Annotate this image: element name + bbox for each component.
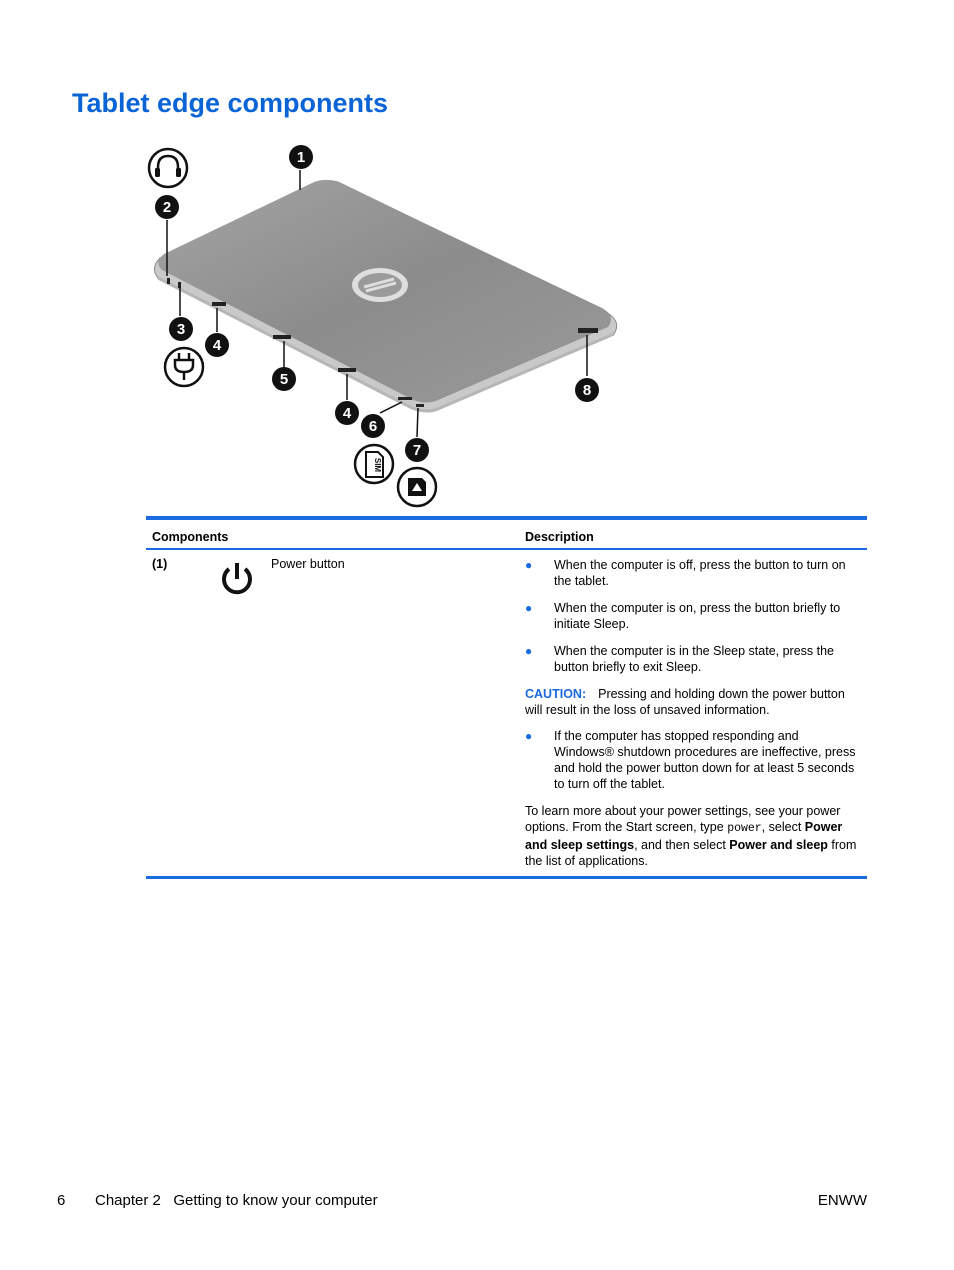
svg-text:6: 6 (368, 418, 378, 435)
row-number: (1) (152, 557, 168, 571)
svg-text:3: 3 (176, 321, 186, 338)
callout-1 (289, 145, 313, 169)
memory-card-icon (398, 468, 436, 506)
callout-8 (575, 378, 599, 402)
list-item: ● When the computer is off, press the button to turn on the tablet. (525, 558, 846, 588)
callout-2 (155, 195, 179, 219)
svg-text:5: 5 (279, 371, 289, 388)
callout-4b (335, 401, 359, 425)
description-cell (525, 557, 861, 869)
caution-note: CAUTION: Pressing and holding down the power button will result in the loss of unsaved information. (525, 687, 845, 717)
power-plug-icon (165, 348, 203, 386)
hp-logo (352, 268, 408, 302)
table-header (146, 516, 867, 550)
command-text: power (727, 822, 762, 835)
callout-7 (405, 438, 429, 462)
svg-text:4: 4 (212, 337, 222, 354)
chapter-title: Chapter 2 Getting to know your computer (95, 1192, 378, 1209)
svg-text:SIM: SIM (373, 457, 382, 473)
headphone-icon (149, 149, 187, 187)
header-components: Components (152, 530, 229, 544)
sim-card-icon (355, 445, 393, 483)
table-row (146, 550, 867, 879)
list-item: ● When the computer is in the Sleep state, press the button briefly to exit Sleep. (525, 644, 835, 674)
svg-text:2: 2 (162, 199, 172, 216)
footer-right: ENWW (817, 1192, 867, 1209)
page-number: 6 (57, 1192, 66, 1209)
callout-3 (169, 317, 193, 341)
page-title: Tablet edge components (72, 88, 389, 118)
header-description: Description (525, 530, 594, 544)
svg-text:4: 4 (342, 405, 352, 422)
caution-label: CAUTION: (525, 687, 587, 701)
svg-text:1: 1 (296, 149, 306, 166)
component-name: Power button (271, 557, 345, 571)
components-table (146, 516, 867, 879)
tablet-edge-figure (140, 140, 640, 510)
callout-6 (361, 414, 385, 438)
callout-4a (205, 333, 229, 357)
power-icon (218, 560, 256, 598)
svg-text:7: 7 (412, 442, 422, 459)
list-item: ● If the computer has stopped responding and Windows® shutdown procedures are ineffective, press and hold the power button down for at least 5 seconds to turn off the tablet. (525, 729, 856, 791)
svg-text:8: 8 (582, 382, 592, 399)
power-settings-paragraph: To learn more about your power settings, see your power options. From the Start screen, type power, select Power and sleep settings, and then select Power and sleep from the list of applications. (525, 804, 857, 868)
list-item: ● When the computer is on, press the button briefly to initiate Sleep. (525, 601, 841, 631)
callout-5 (272, 367, 296, 391)
